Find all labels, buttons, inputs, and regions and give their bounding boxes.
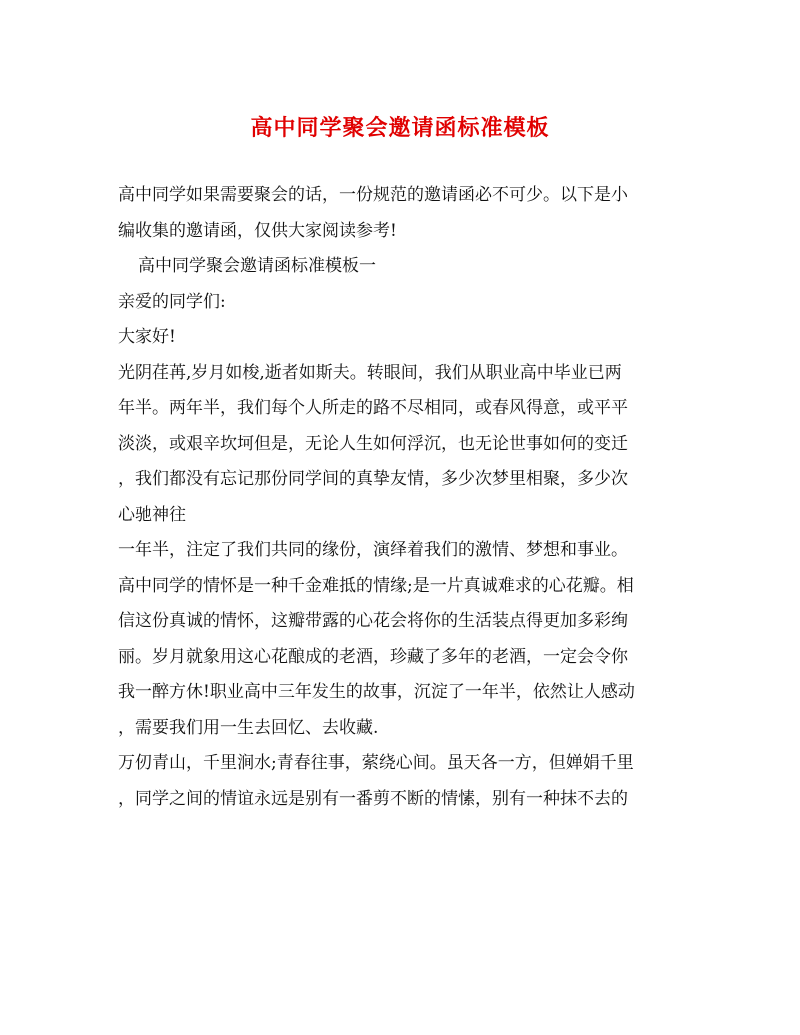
text-line: 年半。两年半，我们每个人所走的路不尽相同，或春风得意，或平平 [118,398,628,418]
text-line: 编收集的邀请函，仅供大家阅读参考! [118,220,397,241]
text-line: 信这份真诚的情怀，这瓣带露的心花会将你的生活装点得更加多彩绚 [118,611,628,631]
greeting: 大家好! [118,327,176,347]
text-line: 丽。岁月就象用这心花酿成的老酒，珍藏了多年的老酒，一定会令你 [118,646,628,667]
text-line: ，同学之间的情谊永远是别有一番剪不断的情愫，别有一种抹不去的 [118,788,628,809]
text-line: 万仞青山，千里涧水;青春往事，萦绕心间。虽天各一方，但婵娟千里 [118,753,634,773]
text-line: ，我们都没有忘记那份同学间的真挚友情，多少次梦里相聚，多少次 [118,469,628,489]
document-title: 高中同学聚会邀请函标准模板 [250,115,550,141]
salutation: 亲爱的同学们: [118,291,226,312]
text-line: 一年半，注定了我们共同的缘份，演绎着我们的激情、梦想和事业。 [118,540,628,560]
text-line: 心驰神往 [118,504,186,525]
text-line: 淡淡，或艰辛坎坷但是，无论人生如何浮沉，也无论世事如何的变迁 [118,433,628,454]
text-line: 光阴荏苒,岁月如梭,逝者如斯夫。转眼间，我们从职业高中毕业已两 [118,362,622,383]
text-line: ，需要我们用一生去回忆、去收藏. [118,717,379,738]
document-body [118,178,693,817]
section-heading: 高中同学聚会邀请函标准模板一 [138,256,376,276]
text-line: 高中同学的情怀是一种千金难抵的情缘;是一片真诚难求的心花瓣。相 [118,575,634,596]
text-line: 我一醉方休!职业高中三年发生的故事，沉淀了一年半，依然让人感动 [118,682,635,702]
text-line: 高中同学如果需要聚会的话，一份规范的邀请函必不可少。以下是小 [118,185,628,205]
